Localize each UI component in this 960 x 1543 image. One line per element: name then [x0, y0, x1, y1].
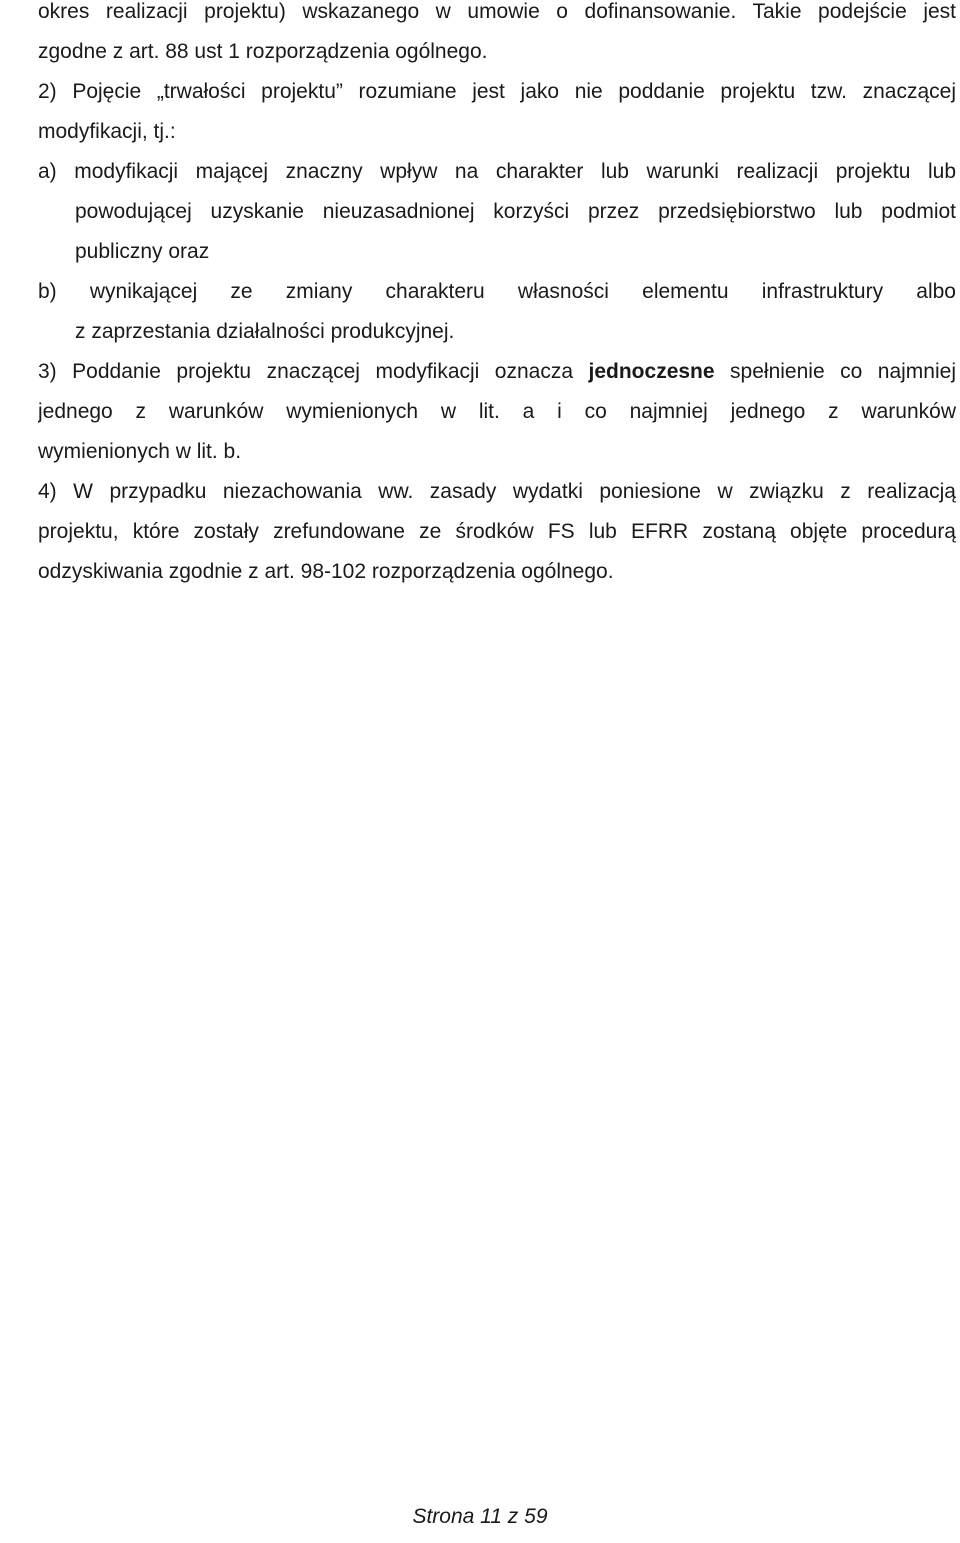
intro-line-2: zgodne z art. 88 ust 1 rozporządzenia ogólnego. — [38, 40, 488, 63]
item-a-line-1: a) modyfikacji mającej znaczny wpływ na charakter lub warunki realizacji projektu lub — [38, 160, 956, 183]
point-4-line-3: odzyskiwania zgodnie z art. 98-102 rozporządzenia ogólnego. — [38, 560, 614, 583]
point-2-line-1: 2) Pojęcie „trwałości projektu” rozumiane jest jako nie poddanie projektu tzw. znaczącej — [38, 80, 956, 103]
point-3-text-after: spełnienie co najmniej — [714, 360, 956, 383]
intro-line-1: okres realizacji projektu) wskazanego w umowie o dofinansowanie. Takie podejście jest — [38, 0, 956, 23]
point-3-line-2: jednego z warunków wymienionych w lit. a i co najmniej jednego z warunków — [38, 400, 956, 423]
point-4-line-1: 4) W przypadku niezachowania ww. zasady wydatki poniesione w związku z realizacją — [38, 480, 956, 503]
item-b-line-2: z zaprzestania działalności produkcyjnej. — [75, 320, 455, 343]
item-a-line-3: publiczny oraz — [75, 240, 210, 263]
point-2-line-2: modyfikacji, tj.: — [38, 120, 176, 143]
document-body — [38, 0, 956, 592]
item-b-line-1: b) wynikającej ze zmiany charakteru własności elementu infrastruktury albo — [38, 280, 956, 303]
point-3-line-1 — [38, 352, 956, 392]
page-number-footer: Strona 11 z 59 — [412, 1505, 548, 1528]
point-3-line-3: wymienionych w lit. b. — [38, 440, 242, 463]
point-4-line-2: projektu, które zostały zrefundowane ze środków FS lub EFRR zostaną objęte procedurą — [38, 520, 956, 543]
point-3-bold-word: jednoczesne — [588, 360, 715, 383]
item-a-line-2: powodującej uzyskanie nieuzasadnionej korzyści przez przedsiębiorstwo lub podmiot — [75, 200, 956, 223]
point-3-text-before: 3) Poddanie projektu znaczącej modyfikacji oznacza — [38, 360, 589, 383]
